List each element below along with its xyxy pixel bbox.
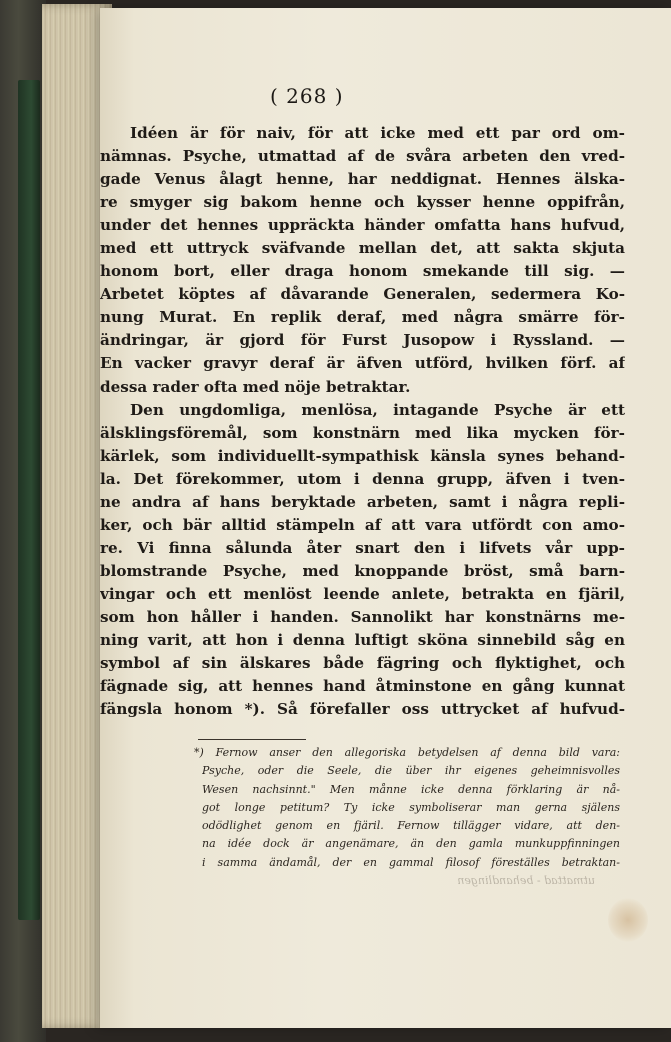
- text-line: blomstrande Psyche, med knoppande bröst, små barn-: [100, 561, 625, 580]
- text-line: fägnade sig, att hennes hand åtminstone en gång kunnat: [100, 677, 625, 696]
- text-line: med ett uttryck sväfvande mellan det, att sakta skjuta: [100, 239, 625, 258]
- text-line: kärlek, som individuellt-sympathisk känsla synes behand-: [100, 446, 625, 465]
- text-line: älsklingsföremål, som konstnärn med lika mycken för-: [100, 423, 625, 442]
- text-line: under det hennes uppräckta händer omfatta hans hufvud,: [100, 216, 625, 235]
- green-binding-edge: [18, 80, 40, 920]
- text-line: re smyger sig bakom henne och kysser henne oppifrån,: [100, 193, 625, 212]
- text-line: nämnas. Psyche, utmattad af de svåra arbeten den vred-: [100, 147, 625, 166]
- footnote-line: Wesen nachsinnt." Men månne icke denna förklaring är nå-: [202, 782, 620, 796]
- text-line: fängsla honom *). Så förefaller oss uttrycket af hufvud-: [100, 700, 625, 719]
- text-line: symbol af sin älskares både fägring och flyktighet, och: [100, 654, 625, 673]
- text-line: som hon håller i handen. Sannolikt har konstnärns me-: [100, 607, 625, 626]
- text-line: gade Venus ålagt henne, har neddignat. Hennes älska-: [100, 170, 625, 189]
- text-line: ker, och bär alltid stämpeln af att vara utfördt con amo-: [100, 515, 625, 534]
- text-line: la. Det förekommer, utom i denna grupp, äfven i tven-: [100, 469, 625, 488]
- text-line: honom bort, eller draga honom smekande till sig. —: [100, 262, 625, 281]
- footnote-line: na idée dock är angenämare, än den gamla munkuppfinningen: [202, 837, 620, 851]
- page-number: ( 268 ): [270, 84, 344, 108]
- footnote-line: odödlighet genom en fjäril. Fernow tillägger vidare, att den-: [202, 819, 620, 833]
- text-line: re. Vi finna sålunda åter snart den i lifvets vår upp-: [100, 538, 625, 557]
- text-line: En vacker gravyr deraf är äfven utförd, hvilken förf. af: [100, 354, 625, 373]
- footnote-line: Psyche, oder die Seele, die über ihr eigenes geheimnisvolles: [202, 764, 620, 778]
- text-line: ne andra af hans beryktade arbeten, samt i några repli-: [100, 492, 625, 511]
- text-line: ning varit, att hon i denna luftigt sköna sinnebild såg en: [100, 631, 625, 650]
- text-line: Idéen är för naiv, för att icke med ett par ord om-: [130, 124, 625, 142]
- paper-stain: [608, 898, 648, 942]
- footnote: [194, 744, 620, 872]
- footnote-line: i samma ändamål, der en gammal filosof föreställes betraktan-: [202, 855, 620, 869]
- text-line: Den ungdomliga, menlösa, intagande Psyche är ett: [130, 400, 625, 419]
- footnote-line: *) Fernow anser den allegoriska betydelsen af denna bild vara:: [194, 746, 620, 759]
- footnote-divider: [198, 739, 306, 740]
- main-text: [100, 122, 625, 721]
- text-line: dessa rader ofta med nöje betraktar.: [100, 377, 411, 396]
- text-line: Arbetet köptes af dåvarande Generalen, sedermera Ko-: [100, 285, 625, 304]
- show-through-text: utmattad - behandlingen: [457, 874, 595, 887]
- text-line: vingar och ett menlöst leende anlete, betrakta en fjäril,: [100, 584, 625, 603]
- text-line: ändringar, är gjord för Furst Jusopow i Ryssland. —: [100, 331, 625, 350]
- text-line: nung Murat. En replik deraf, med några smärre för-: [100, 308, 625, 327]
- footnote-line: got longe petitum? Ty icke symboliserar man gerna själens: [202, 800, 620, 814]
